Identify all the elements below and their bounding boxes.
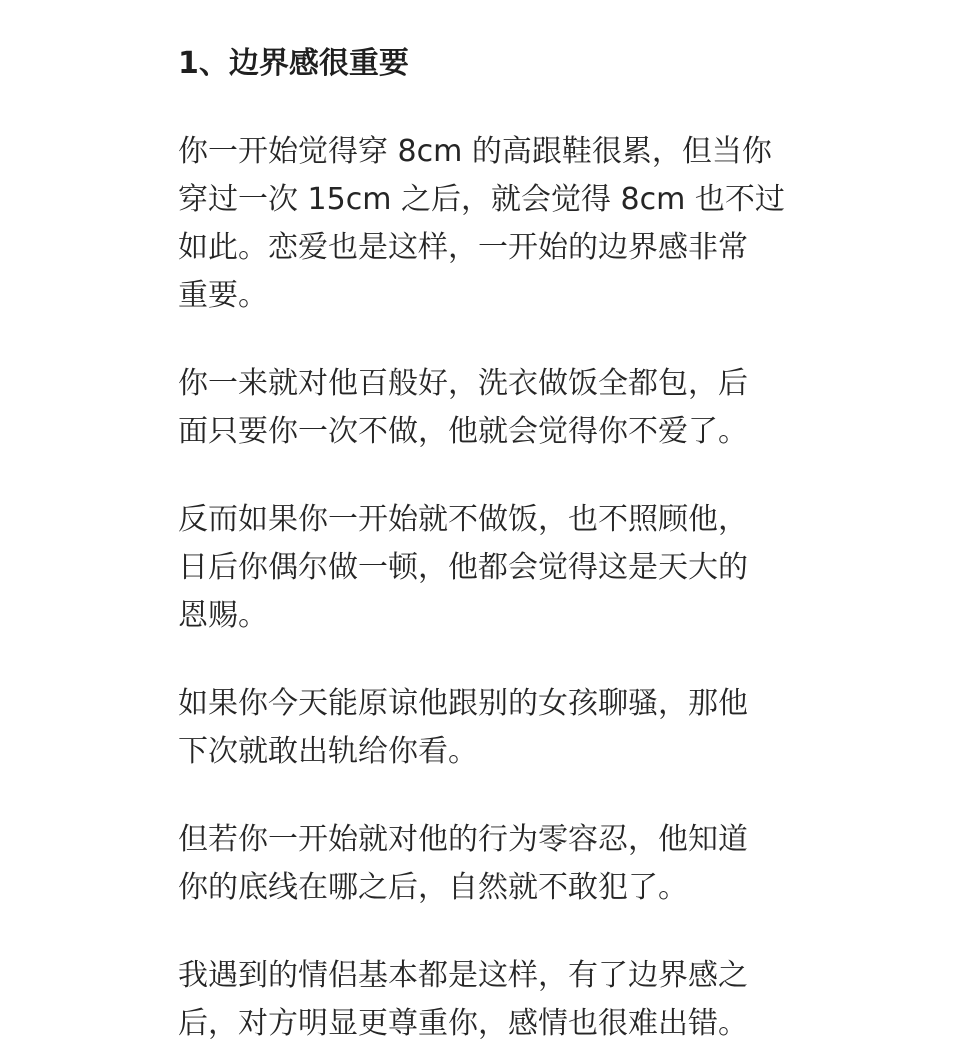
paragraph-6 <box>178 952 798 1048</box>
paragraph-1 <box>178 128 798 320</box>
article-heading: 1、边界感很重要 <box>178 46 409 81</box>
paragraph-3 <box>178 496 798 640</box>
paragraph-line: 但若你一开始就对他的行为零容忍，他知道 <box>178 822 748 857</box>
paragraph-line: 恩赐。 <box>178 598 268 633</box>
article <box>178 40 798 1048</box>
paragraph-line: 下次就敢出轨给你看。 <box>178 734 478 769</box>
paragraph-line: 你的底线在哪之后，自然就不敢犯了。 <box>178 870 688 905</box>
paragraph-line: 重要。 <box>178 278 268 313</box>
paragraph-line: 你一来就对他百般好，洗衣做饭全都包，后 <box>178 366 748 401</box>
paragraph-2 <box>178 360 798 456</box>
paragraph-line: 你一开始觉得穿 8cm 的高跟鞋很累，但当你 <box>178 134 772 169</box>
paragraph-line: 穿过一次 15cm 之后，就会觉得 8cm 也不过 <box>178 182 785 217</box>
paragraph-5 <box>178 816 798 912</box>
paragraph-line: 后，对方明显更尊重你，感情也很难出错。 <box>178 1006 748 1041</box>
paragraph-line: 面只要你一次不做，他就会觉得你不爱了。 <box>178 414 748 449</box>
paragraph-line: 如果你今天能原谅他跟别的女孩聊骚，那他 <box>178 686 748 721</box>
paragraph-line: 反而如果你一开始就不做饭，也不照顾他， <box>178 502 748 537</box>
paragraph-line: 如此。恋爱也是这样，一开始的边界感非常 <box>178 230 748 265</box>
paragraph-line: 我遇到的情侣基本都是这样，有了边界感之 <box>178 958 748 993</box>
paragraph-line: 日后你偶尔做一顿，他都会觉得这是天大的 <box>178 550 748 585</box>
paragraph-4 <box>178 680 798 776</box>
